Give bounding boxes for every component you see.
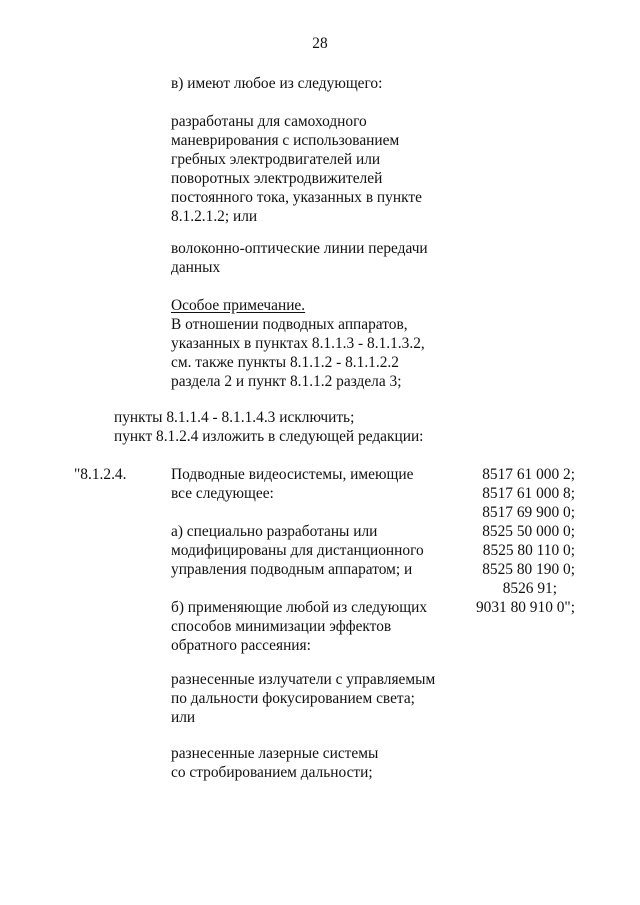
subitem-line: а) специально разработаны или bbox=[171, 523, 378, 540]
paragraph-line: гребных электродвигателей или bbox=[171, 151, 381, 168]
item-heading-line: все следующее: bbox=[171, 485, 274, 502]
subitem-line: б) применяющие любой из следующих bbox=[171, 599, 428, 616]
item-heading-line: Подводные видеосистемы, имеющие bbox=[171, 466, 414, 483]
special-note bbox=[171, 296, 425, 391]
customs-code: 8525 50 000 0; bbox=[482, 523, 575, 540]
subitem-line: управления подводным аппаратом; и bbox=[171, 561, 413, 578]
paragraph-propulsion bbox=[171, 112, 422, 226]
paragraph-line: постоянного тока, указанных в пункте bbox=[171, 189, 422, 206]
item-heading bbox=[171, 465, 413, 503]
amendment-line: пункты 8.1.1.4 - 8.1.1.4.3 исключить; bbox=[114, 409, 355, 426]
paragraph-line: 8.1.2.1.2; или bbox=[171, 208, 258, 225]
subitem-a bbox=[171, 522, 424, 579]
special-note-line: см. также пункты 8.1.1.2 - 8.1.1.2.2 bbox=[171, 354, 399, 371]
item-number: "8.1.2.4. bbox=[74, 466, 127, 483]
method-range-gated-lasers bbox=[171, 744, 378, 782]
paragraph-fiber-optic bbox=[171, 239, 428, 277]
subitem-b bbox=[171, 598, 427, 655]
intro-subitem-v: в) имеют любое из следующего: bbox=[171, 75, 383, 92]
customs-code: 8517 69 900 0; bbox=[482, 504, 575, 521]
customs-code: 8517 61 000 8; bbox=[482, 485, 575, 502]
method-line: разнесенные излучатели с управляемым bbox=[171, 671, 436, 688]
method-line: разнесенные лазерные системы bbox=[171, 745, 379, 762]
special-note-line: раздела 2 и пункт 8.1.1.2 раздела 3; bbox=[171, 373, 402, 390]
subitem-line: способов минимизации эффектов bbox=[171, 618, 392, 635]
customs-codes bbox=[450, 465, 575, 617]
special-note-heading: Особое примечание. bbox=[171, 297, 306, 314]
customs-code: 8517 61 000 2; bbox=[482, 466, 575, 483]
paragraph-line: данных bbox=[171, 259, 221, 276]
paragraph-line: маневрирования с использованием bbox=[171, 132, 400, 149]
special-note-line: указанных в пунктах 8.1.1.3 - 8.1.1.3.2, bbox=[171, 335, 425, 352]
special-note-line: В отношении подводных аппаратов, bbox=[171, 316, 408, 333]
paragraph-line: поворотных электродвижителей bbox=[171, 170, 383, 187]
paragraph-line: разработаны для самоходного bbox=[171, 113, 367, 130]
customs-code: 8525 80 110 0; bbox=[482, 542, 575, 559]
page-number: 28 bbox=[312, 35, 328, 52]
customs-code: 8526 91; bbox=[502, 580, 557, 597]
method-separated-illuminators bbox=[171, 670, 435, 727]
method-line: по дальности фокусированием света; bbox=[171, 690, 415, 707]
amendment-line: пункт 8.1.2.4 изложить в следующей редакции: bbox=[114, 428, 424, 445]
subitem-line: обратного рассеяния: bbox=[171, 637, 311, 654]
customs-code: 8525 80 190 0; bbox=[482, 561, 575, 578]
method-line: или bbox=[171, 709, 196, 726]
customs-code: 9031 80 910 0"; bbox=[475, 599, 575, 616]
method-line: со стробированием дальности; bbox=[171, 764, 373, 781]
subitem-line: модифицированы для дистанционного bbox=[171, 542, 424, 559]
paragraph-line: волоконно-оптические линии передачи bbox=[171, 240, 428, 257]
